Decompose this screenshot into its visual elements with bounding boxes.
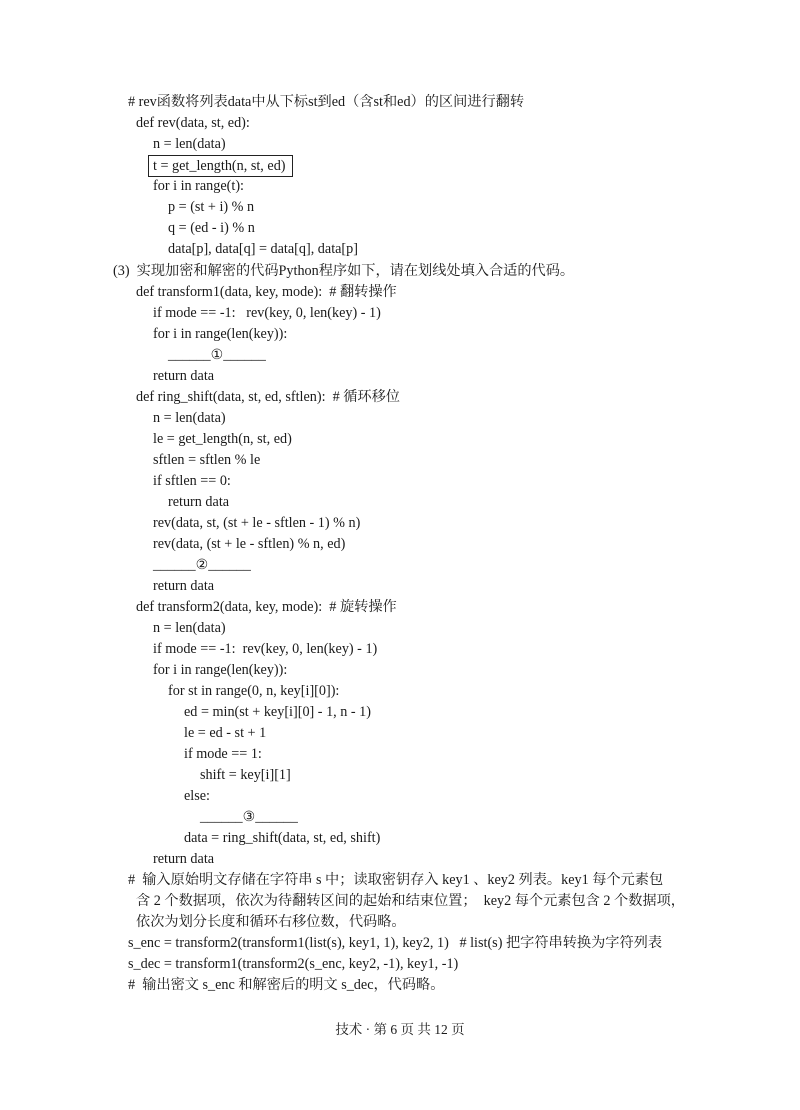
code-line: if mode == 1:: [184, 746, 262, 762]
code-line: le = ed - st + 1: [184, 725, 267, 741]
code-line: p = (st + i) % n: [168, 199, 255, 215]
code-line: for i in range(t):: [153, 178, 244, 194]
code-line: t = get_length(n, st, ed): [148, 155, 293, 177]
code-line: else:: [184, 788, 210, 804]
code-line: (3) 实现加密和解密的代码Python程序如下，请在划线处填入合适的代码。: [113, 263, 575, 279]
code-line: def transform2(data, key, mode): # 旋转操作: [136, 599, 397, 615]
code-line: def rev(data, st, ed):: [136, 115, 250, 131]
code-line: data[p], data[q] = data[q], data[p]: [168, 241, 358, 257]
code-line: n = len(data): [153, 620, 226, 636]
answer-blank-line: ______③______: [200, 809, 298, 825]
comment-line: # rev函数将列表data中从下标st到ed（含st和ed）的区间进行翻转: [128, 94, 525, 110]
code-line: 依次为划分长度和循环右移位数，代码略。: [136, 914, 406, 930]
code-line: return data: [153, 368, 215, 384]
answer-blank-line: ______②______: [153, 557, 251, 573]
code-line: data = ring_shift(data, st, ed, shift): [184, 830, 381, 846]
code-line: def ring_shift(data, st, ed, sftlen): # 循环移位: [136, 389, 400, 405]
code-line: for i in range(len(key)):: [153, 326, 288, 342]
code-line: if mode == -1: rev(key, 0, len(key) - 1): [153, 305, 381, 321]
code-line: return data: [168, 494, 230, 510]
comment-line: # 输入原始明文存储在字符串 s 中；读取密钥存入 key1 、key2 列表。key1 每个元素包: [128, 872, 664, 888]
page-footer: 技术 · 第 6 页 共 12 页: [335, 1022, 465, 1037]
code-line: return data: [153, 578, 215, 594]
code-line: shift = key[i][1]: [200, 767, 291, 783]
code-line: ed = min(st + key[i][0] - 1, n - 1): [184, 704, 371, 720]
code-line: rev(data, st, (st + le - sftlen - 1) % n): [153, 515, 361, 531]
code-line: return data: [153, 851, 215, 867]
answer-blank-line: ______①______: [168, 347, 266, 363]
code-line: q = (ed - i) % n: [168, 220, 255, 236]
code-line: for st in range(0, n, key[i][0]):: [168, 683, 340, 699]
code-line: if mode == -1: rev(key, 0, len(key) - 1): [153, 641, 378, 657]
code-line: n = len(data): [153, 410, 226, 426]
code-line: n = len(data): [153, 136, 226, 152]
code-line: sftlen = sftlen % le: [153, 452, 261, 468]
code-line: if sftlen == 0:: [153, 473, 231, 489]
code-line: s_enc = transform2(transform1(list(s), key1, 1), key2, 1) # list(s) 把字符串转换为字符列表: [128, 935, 663, 951]
comment-line: # 输出密文 s_enc 和解密后的明文 s_dec，代码略。: [128, 977, 445, 993]
code-line: rev(data, (st + le - sftlen) % n, ed): [153, 536, 346, 552]
code-line: def transform1(data, key, mode): # 翻转操作: [136, 284, 397, 300]
code-line: s_dec = transform1(transform2(s_enc, key2, -1), key1, -1): [128, 956, 459, 972]
code-line: 含 2 个数据项，依次为待翻转区间的起始和结束位置； key2 每个元素包含 2 个数据项，: [136, 893, 685, 909]
code-line: le = get_length(n, st, ed): [153, 431, 292, 447]
code-line: for i in range(len(key)):: [153, 662, 288, 678]
